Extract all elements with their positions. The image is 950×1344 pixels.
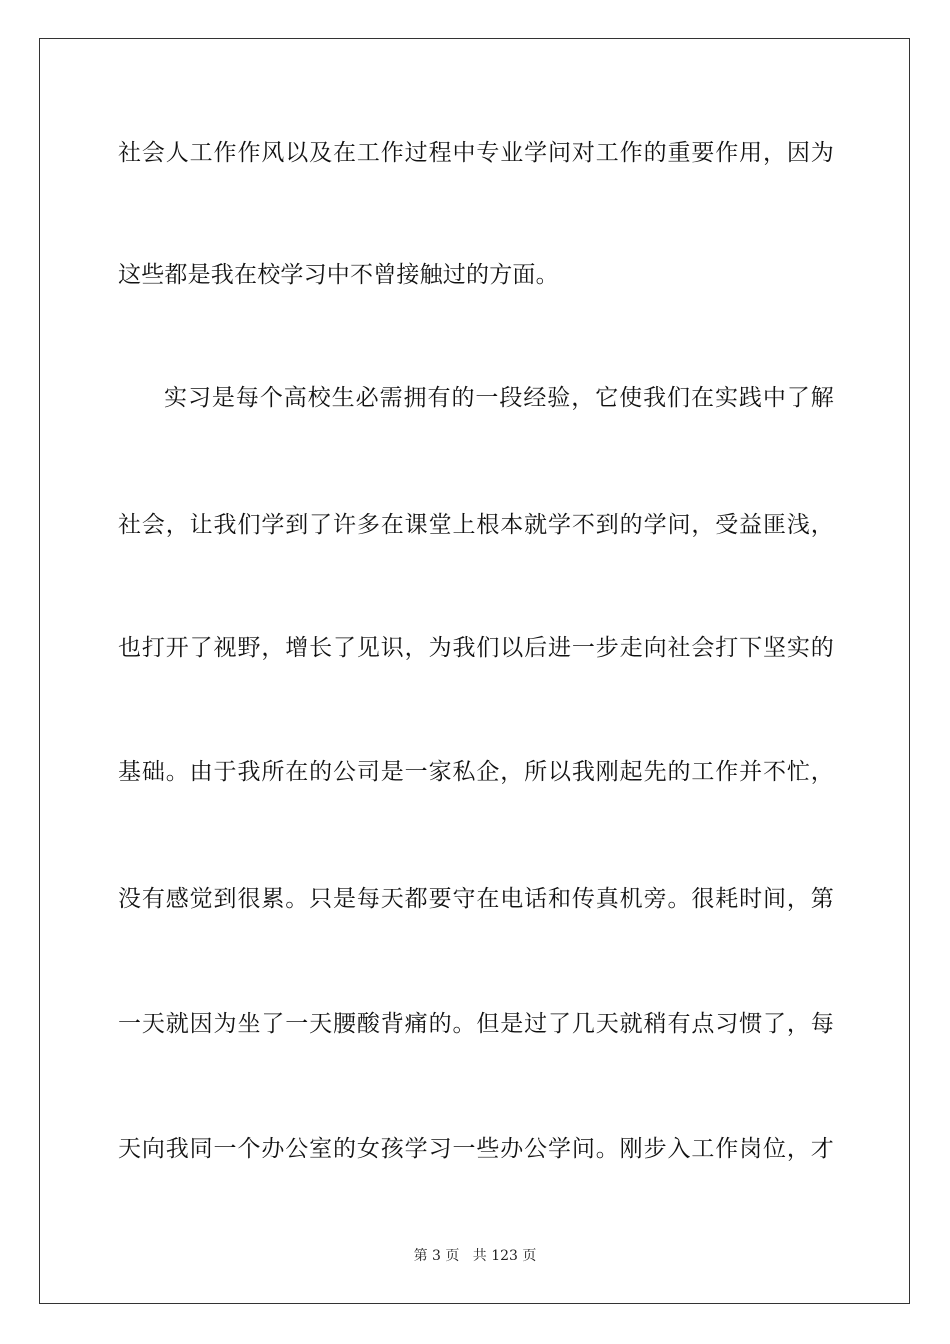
text-line-9: 天向我同一个办公室的女孩学习一些办公学问。刚步入工作岗位，才 <box>118 1136 834 1162</box>
text-line-5: 也打开了视野，增长了见识，为我们以后进一步走向社会打下坚实的 <box>118 635 834 661</box>
text-line-8: 一天就因为坐了一天腰酸背痛的。但是过了几天就稍有点习惯了，每 <box>118 1011 834 1037</box>
page-footer <box>0 1247 950 1265</box>
text-line-3: 实习是每个高校生必需拥有的一段经验，它使我们在实践中了解 <box>164 385 834 411</box>
text-line-7: 没有感觉到很累。只是每天都要守在电话和传真机旁。很耗时间，第 <box>118 886 834 912</box>
page-number: 第 3 页 <box>413 1248 460 1264</box>
text-line-6: 基础。由于我所在的公司是一家私企，所以我刚起先的工作并不忙， <box>118 759 834 785</box>
total-pages: 共 123 页 <box>472 1248 537 1264</box>
text-line-1: 社会人工作作风以及在工作过程中专业学问对工作的重要作用，因为 <box>118 140 834 166</box>
text-line-2: 这些都是我在校学习中不曾接触过的方面。 <box>118 262 559 288</box>
page-frame <box>39 38 910 1304</box>
text-line-4: 社会，让我们学到了许多在课堂上根本就学不到的学问，受益匪浅， <box>118 512 834 538</box>
